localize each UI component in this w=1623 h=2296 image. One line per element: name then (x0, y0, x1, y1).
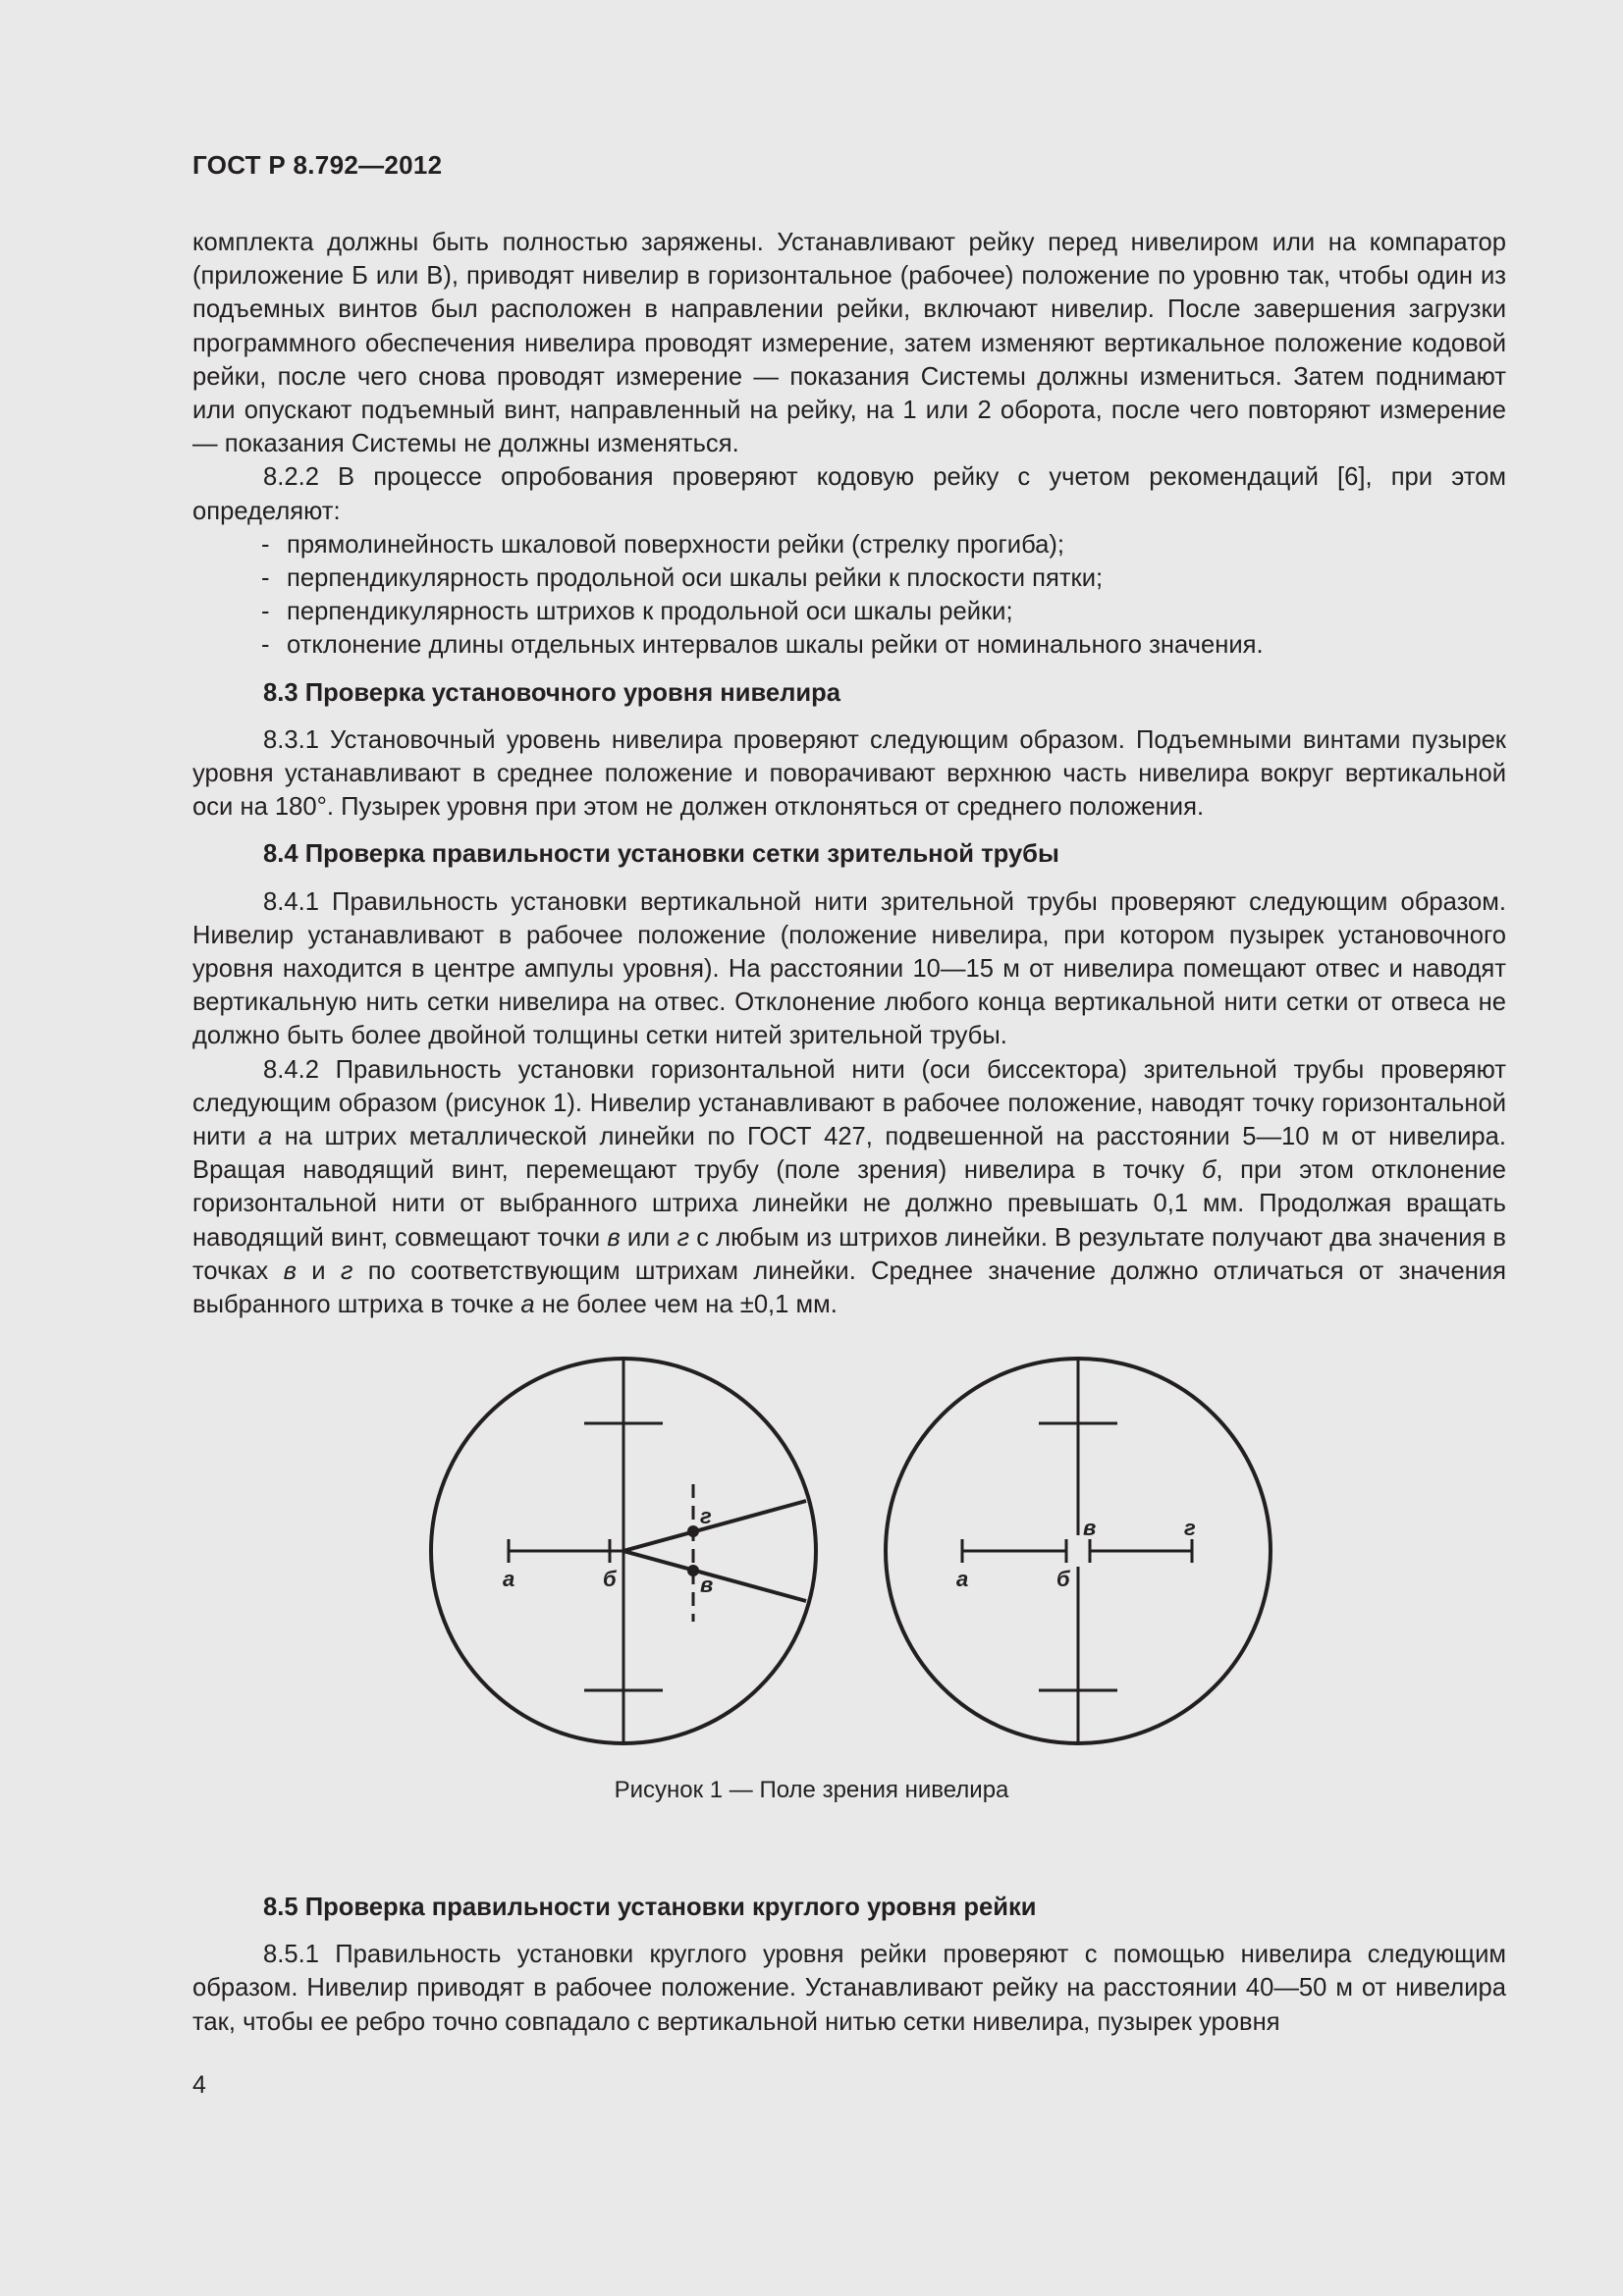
figure-field-of-view (422, 1357, 1276, 1749)
point-a-ref: а (257, 1123, 273, 1151)
list-item-text: перпендикулярность продольной оси шкалы рейки к плоскости пятки; (287, 564, 1104, 593)
label-a-left: а (503, 1567, 515, 1591)
list-item (192, 561, 1506, 595)
body-text-lower (192, 1891, 1506, 2039)
section-heading-8-5: 8.5 Проверка правильности установки круглого уровня рейки (263, 1894, 1037, 1921)
right-reticle (886, 1359, 1271, 1743)
label-v-right: в (1083, 1516, 1097, 1540)
list-item (192, 528, 1506, 561)
label-b-left: б (603, 1567, 617, 1591)
section-heading-8-4: 8.4 Проверка правильности установки сетки зрительной трубы (263, 840, 1059, 869)
point-g-dot (687, 1525, 699, 1537)
page-number: 4 (192, 2071, 206, 2099)
point-g-ref: г (340, 1256, 353, 1285)
paragraph-continuation: комплекта должны быть полностью заряжены. Устанавливают рейку перед нивелиром или на компаратор (приложение Б или В), приводят нивелир в горизонтальное (рабочее) положение по уровню так, чтобы один из подъемных винтов был расположен в направлении рейки, включают нивелир. После завершения загрузки программного обеспечения нивелира проводят измерение, затем изменяют вертикальное положение кодовой рейки, после чего снова проводят измерение — показания Системы должны измениться. Затем поднимают или опускают подъемный винт, направленный на рейку, на 1 или 2 оборота, после чего повторяют измерение — показания Системы не должны изменяться. (192, 229, 1506, 458)
figure-caption: Рисунок 1 — Поле зрения нивелира (614, 1777, 1009, 1803)
point-v-dot (687, 1565, 699, 1576)
document-header: ГОСТ Р 8.792—2012 (192, 150, 443, 180)
paragraph-8-2-2: 8.2.2 В процессе опробования проверяют кодовую рейку с учетом рекомендаций [6], при этом определяют: (192, 463, 1506, 525)
paragraph-8-4-2: 8.4.2 Правильность установки горизонтальной нити (оси биссектора) зрительной трубы проверяют следующим образом (рисунок 1). Нивелир устанавливают в рабочее положение, наводят точку горизонтальной нити а на штрих металлической линейки по ГОСТ 427, подвешенной на расстоянии 5—10 м от нивелира. Вращая наводящий винт, перемещают трубу (поле зрения) нивелира в точку б, при этом отклонение горизонтальной нити от выбранного штриха линейки не должно превышать 0,1 мм. Продолжая вращать наводящий винт, совмещают точки в или г с любым из штрихов линейки. В результате получают два значения в точках в и г по соответствующим штрихам линейки. Среднее значение должно отличаться от значения выбранного штриха в точке а не более чем на ±0,1 мм. (192, 1055, 1507, 1319)
list-item-text: отклонение длины отдельных интервалов шкалы рейки от номинального значения. (287, 631, 1264, 660)
label-g-left: г (700, 1504, 712, 1528)
bisector-lower (623, 1551, 806, 1601)
label-a-right: а (956, 1567, 969, 1591)
paragraph-8-5-1: 8.5.1 Правильность установки круглого уровня рейки проверяют с помощью нивелира следующим образом. Нивелир приводят в рабочее положение. Устанавливают рейку на расстоянии 40—50 м от нивелира так, чтобы ее ребро точно совпадало с вертикальной нитью сетки нивелира, пузырек уровня (192, 1941, 1506, 2036)
list-dash: - (261, 564, 270, 593)
paragraph-8-4-1: 8.4.1 Правильность установки вертикальной нити зрительной трубы проверяют следующим образом. Нивелир устанавливают в рабочее положение (положение нивелира, при котором пузырек установочного уровня находится в центре ампулы уровня). На расстоянии 10—15 м от нивелира помещают отвес и наводят вертикальную нить сетки нивелира на отвес. Отклонение любого конца вертикальной нити сетки от отвеса не должно быть более двойной толщины сетки нитей зрительной трубы. (192, 887, 1506, 1050)
body-text-upper (192, 226, 1506, 1321)
point-b-ref: б (1202, 1156, 1217, 1185)
label-b-right: б (1056, 1567, 1070, 1591)
list-item (192, 595, 1506, 628)
label-v-left: в (700, 1573, 714, 1597)
paragraph-8-3-1: 8.3.1 Установочный уровень нивелира проверяют следующим образом. Подъемными винтами пузырек уровня устанавливают в среднее положение и поворачивают верхнюю часть нивелира вокруг вертикальной оси на 180°. Пузырек уровня при этом не должен отклоняться от среднего положения. (192, 725, 1506, 822)
left-reticle (431, 1359, 816, 1743)
list-dash: - (261, 631, 270, 660)
list-item-text: перпендикулярность штрихов к продольной оси шкалы рейки; (287, 598, 1013, 626)
bisector-upper (623, 1501, 806, 1551)
point-v-ref: в (283, 1256, 297, 1285)
label-g-right: г (1184, 1516, 1196, 1540)
point-a-ref: а (520, 1291, 535, 1319)
list-item-text: прямолинейность шкаловой поверхности рейки (стрелку прогиба); (287, 530, 1065, 559)
point-v-ref: в (607, 1223, 621, 1252)
list-dash: - (261, 530, 270, 559)
list-item (192, 628, 1506, 662)
list-dash: - (261, 598, 270, 626)
requirements-list (192, 528, 1506, 663)
section-heading-8-3: 8.3 Проверка установочного уровня нивелира (263, 678, 840, 707)
point-g-ref: г (676, 1223, 690, 1252)
